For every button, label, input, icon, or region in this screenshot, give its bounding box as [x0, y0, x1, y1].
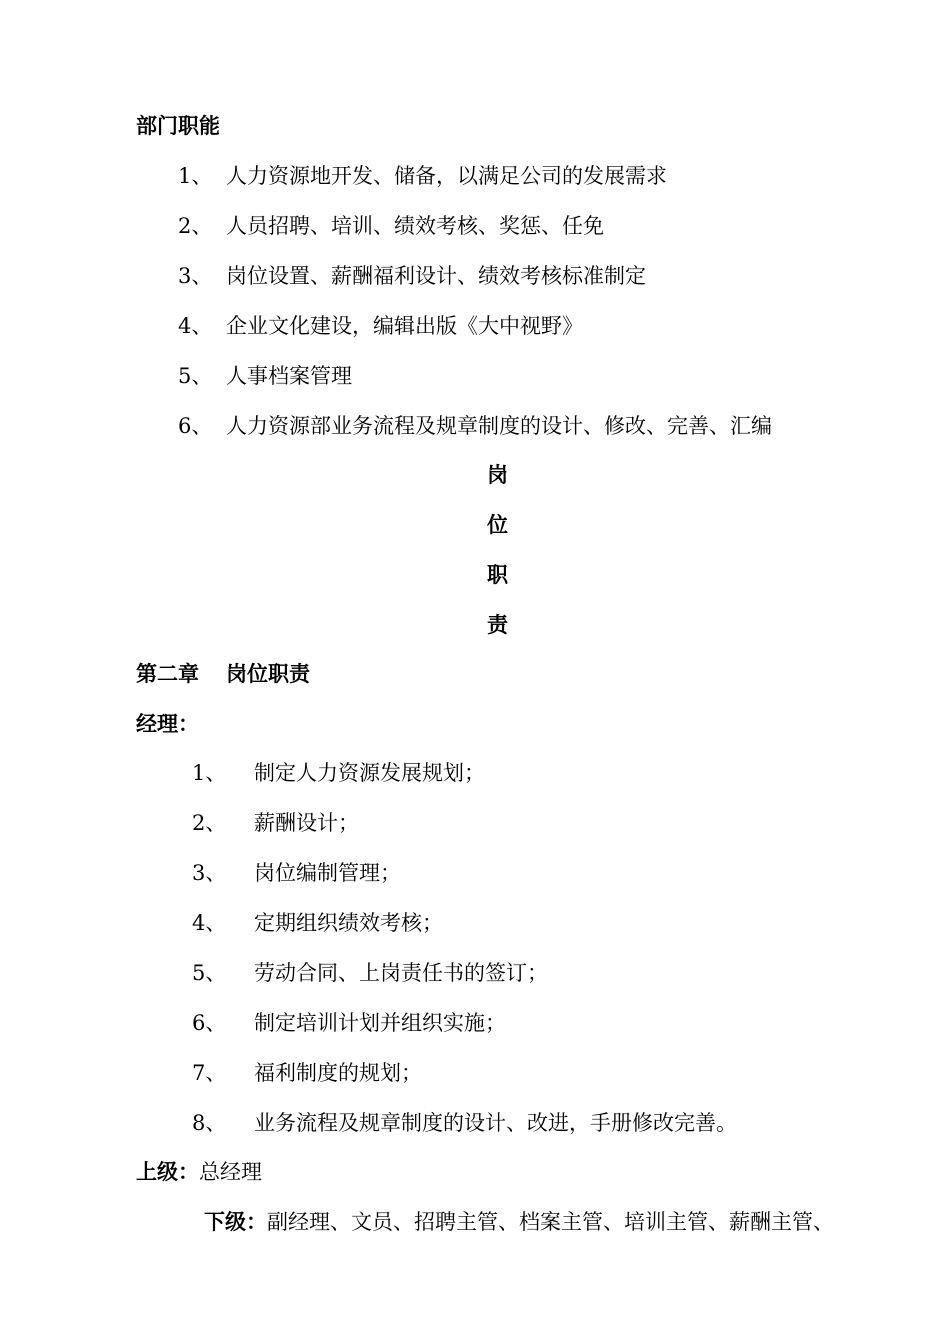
subordinate-value: 副经理、文员、招聘主管、档案主管、培训主管、薪酬主管、: [267, 1210, 834, 1234]
chapter-label: 第二章: [136, 661, 199, 686]
list-item: [192, 861, 401, 885]
section-title: 部门职能: [136, 113, 220, 138]
list-item: [178, 264, 646, 288]
manager-label: 经理：: [136, 711, 199, 736]
item-number: 5、: [178, 364, 213, 388]
vertical-title-char: 责: [487, 612, 508, 637]
chapter-heading: [136, 662, 310, 686]
item-text: 人员招聘、培训、绩效考核、奖惩、任免: [226, 214, 604, 238]
item-number: 3、: [178, 264, 213, 288]
list-item: [192, 1111, 737, 1135]
item-text: 劳动合同、上岗责任书的签订；: [254, 961, 548, 985]
item-number: 2、: [192, 811, 227, 835]
item-text: 薪酬设计；: [254, 811, 359, 835]
item-text: 企业文化建设，编辑出版《大中视野》: [226, 314, 583, 338]
item-text: 业务流程及规章制度的设计、改进，手册修改完善。: [254, 1111, 737, 1135]
item-text: 制定人力资源发展规划；: [254, 761, 485, 785]
item-text: 福利制度的规划；: [254, 1061, 422, 1085]
list-item: [178, 214, 604, 238]
item-number: 1、: [192, 761, 227, 785]
item-text: 岗位设置、薪酬福利设计、绩效考核标准制定: [226, 264, 646, 288]
superior-value: 总经理: [199, 1160, 262, 1184]
item-number: 4、: [178, 314, 213, 338]
superior-line: [136, 1160, 262, 1184]
list-item: [192, 1011, 506, 1035]
item-number: 2、: [178, 214, 213, 238]
item-number: 7、: [192, 1061, 227, 1085]
subordinate-line: [204, 1210, 834, 1234]
item-number: 6、: [178, 414, 213, 438]
item-text: 定期组织绩效考核；: [254, 911, 443, 935]
item-text: 制定培训计划并组织实施；: [254, 1011, 506, 1035]
vertical-title-char: 职: [487, 562, 508, 587]
item-number: 1、: [178, 164, 213, 188]
list-item: [192, 761, 485, 785]
item-text: 人力资源部业务流程及规章制度的设计、修改、完善、汇编: [226, 414, 772, 438]
vertical-title-char: 位: [487, 512, 508, 537]
vertical-title-char: 岗: [487, 462, 508, 487]
item-number: 8、: [192, 1111, 227, 1135]
list-item: [178, 164, 667, 188]
item-number: 3、: [192, 861, 227, 885]
chapter-title: 岗位职责: [226, 661, 310, 686]
list-item: [192, 1061, 422, 1085]
item-text: 人力资源地开发、储备，以满足公司的发展需求: [226, 164, 667, 188]
list-item: [192, 961, 548, 985]
list-item: [178, 364, 352, 388]
list-item: [178, 414, 772, 438]
subordinate-label: 下级：: [204, 1209, 267, 1234]
item-text: 人事档案管理: [226, 364, 352, 388]
item-text: 岗位编制管理；: [254, 861, 401, 885]
item-number: 5、: [192, 961, 227, 985]
item-number: 4、: [192, 911, 227, 935]
superior-label: 上级：: [136, 1159, 199, 1184]
item-number: 6、: [192, 1011, 227, 1035]
list-item: [178, 314, 583, 338]
list-item: [192, 911, 443, 935]
list-item: [192, 811, 359, 835]
